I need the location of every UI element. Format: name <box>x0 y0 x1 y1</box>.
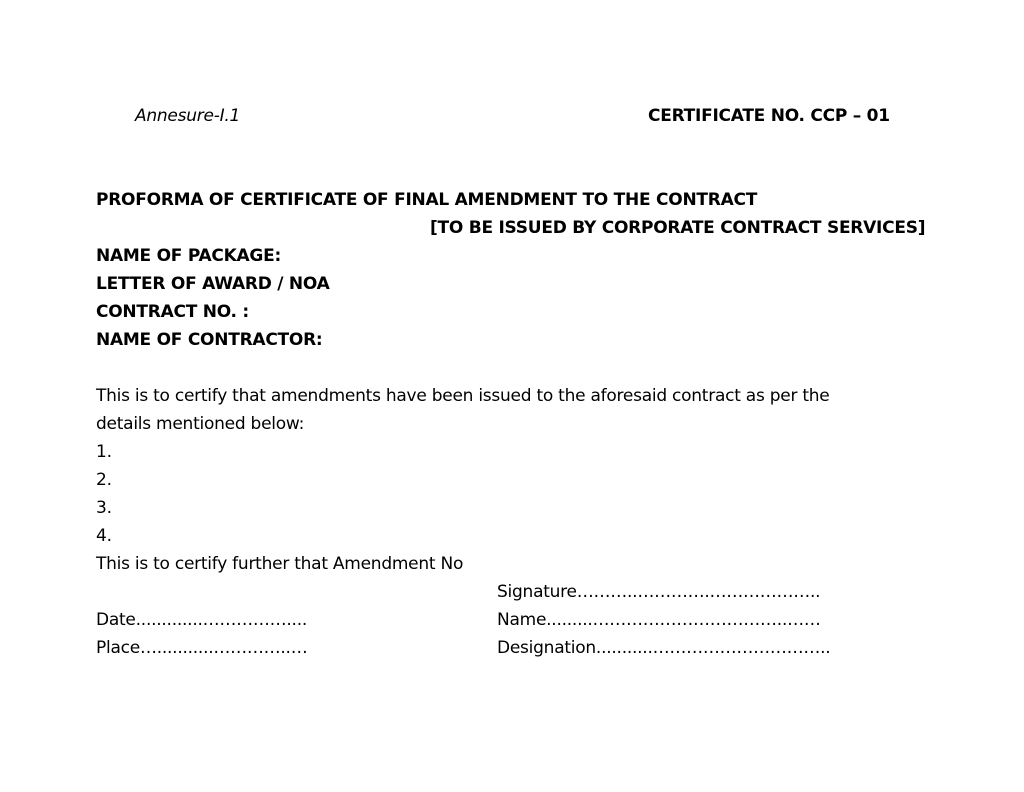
signature-line: Signature………..………….……………….. <box>497 582 821 602</box>
list-item: 3. <box>96 498 112 518</box>
field-contract-no: CONTRACT NO. : <box>96 302 249 322</box>
document-title: PROFORMA OF CERTIFICATE OF FINAL AMENDMENT TO THE CONTRACT <box>96 190 758 210</box>
date-line: Date.............…………….... <box>96 610 307 630</box>
further-certification-line: This is to certify further that Amendment No <box>96 554 464 574</box>
certification-paragraph-line-2: details mentioned below: <box>96 414 305 434</box>
field-package-name: NAME OF PACKAGE: <box>96 246 282 266</box>
document-subtitle: [TO BE ISSUED BY CORPORATE CONTRACT SERVICES] <box>430 218 926 238</box>
name-line: Name.........……………………………..…… <box>497 610 821 630</box>
place-line: Place…...........…………..… <box>96 638 308 658</box>
list-item: 4. <box>96 526 112 546</box>
certificate-number: CERTIFICATE NO. CCP – 01 <box>648 106 890 126</box>
field-letter-of-award: LETTER OF AWARD / NOA <box>96 274 330 294</box>
designation-line: Designation...........………………………….. <box>497 638 831 658</box>
certification-paragraph-line-1: This is to certify that amendments have been issued to the aforesaid contract as per the <box>96 386 830 406</box>
field-contractor-name: NAME OF CONTRACTOR: <box>96 330 323 350</box>
list-item: 2. <box>96 470 112 490</box>
annexure-label: Annesure-I.1 <box>135 106 241 126</box>
list-item: 1. <box>96 442 112 462</box>
